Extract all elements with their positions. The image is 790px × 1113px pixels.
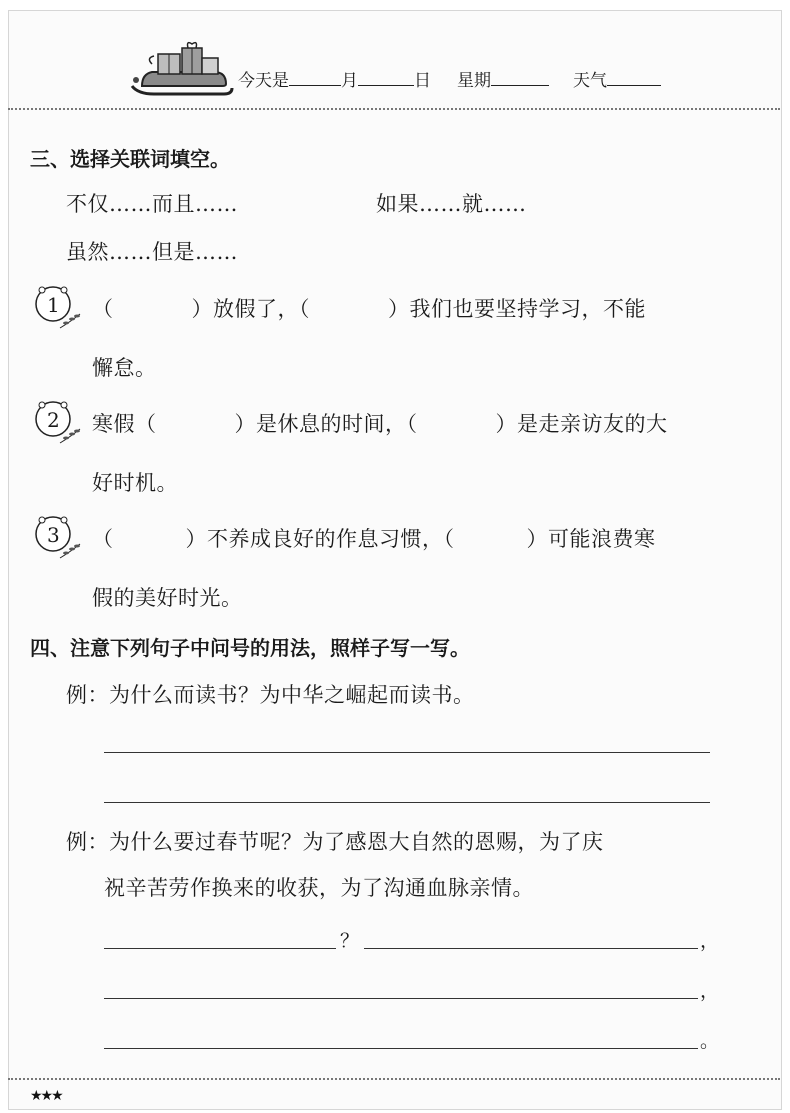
comma-1: ， [700, 930, 720, 952]
leaf-icon [58, 542, 82, 560]
difficulty-stars: ★★★ [30, 1088, 62, 1104]
leaf-icon [58, 312, 82, 330]
today-label: 今天是 [238, 71, 289, 91]
example-2-line1: 例：为什么要过春节呢？为了感恩大自然的恩赐，为了庆 [66, 830, 604, 854]
option-rujiu: 如果……就…… [376, 192, 527, 216]
answer-line-1[interactable] [104, 752, 710, 753]
answer-reason-line-1[interactable] [364, 948, 698, 949]
question-1-number: 1 [47, 293, 61, 317]
question-2-text: 寒假（ ）是休息的时间，（ ）是走亲访友的大 [92, 412, 668, 436]
question-1-line2: 懈怠。 [92, 356, 157, 380]
date-weather-line [238, 66, 661, 91]
section3-title: 三、选择关联词填空。 [30, 147, 230, 171]
worksheet-page [8, 10, 782, 1110]
option-suidan: 虽然……但是…… [66, 240, 238, 264]
example-1: 例：为什么而读书？为中华之崛起而读书。 [66, 683, 475, 707]
header-divider [8, 108, 780, 110]
comma-2: ， [700, 980, 720, 1002]
question-2-number: 2 [47, 408, 61, 432]
month-blank[interactable] [289, 69, 341, 86]
answer-question-line[interactable] [104, 948, 336, 949]
period: 。 [700, 1030, 720, 1052]
question-3-number: 3 [47, 523, 61, 547]
section4-title: 四、注意下列句子中问号的用法，照样子写一写。 [30, 636, 470, 660]
answer-line-2[interactable] [104, 802, 710, 803]
question-1-text: （ ）放假了，（ ）我们也要坚持学习，不能 [92, 297, 646, 321]
weekday-label: 星期 [457, 71, 491, 91]
weather-blank[interactable] [607, 69, 661, 86]
weather-label: 天气 [573, 71, 607, 91]
sleigh-icon [128, 36, 236, 98]
weekday-blank[interactable] [491, 69, 549, 86]
footer-divider [8, 1078, 780, 1080]
example-2-line2: 祝辛苦劳作换来的收获，为了沟通血脉亲情。 [104, 876, 534, 900]
answer-reason-line-2[interactable] [104, 998, 698, 999]
question-2-line2: 好时机。 [92, 471, 178, 495]
leaf-icon [58, 427, 82, 445]
question-mark: ？ [340, 930, 360, 952]
option-buqie: 不仅……而且…… [66, 192, 238, 216]
day-label: 日 [414, 71, 431, 91]
answer-reason-line-3[interactable] [104, 1048, 698, 1049]
month-label: 月 [341, 71, 358, 91]
day-blank[interactable] [358, 69, 414, 86]
question-3-line2: 假的美好时光。 [92, 586, 243, 610]
question-3-text: （ ）不养成良好的作息习惯，（ ）可能浪费寒 [92, 527, 656, 551]
